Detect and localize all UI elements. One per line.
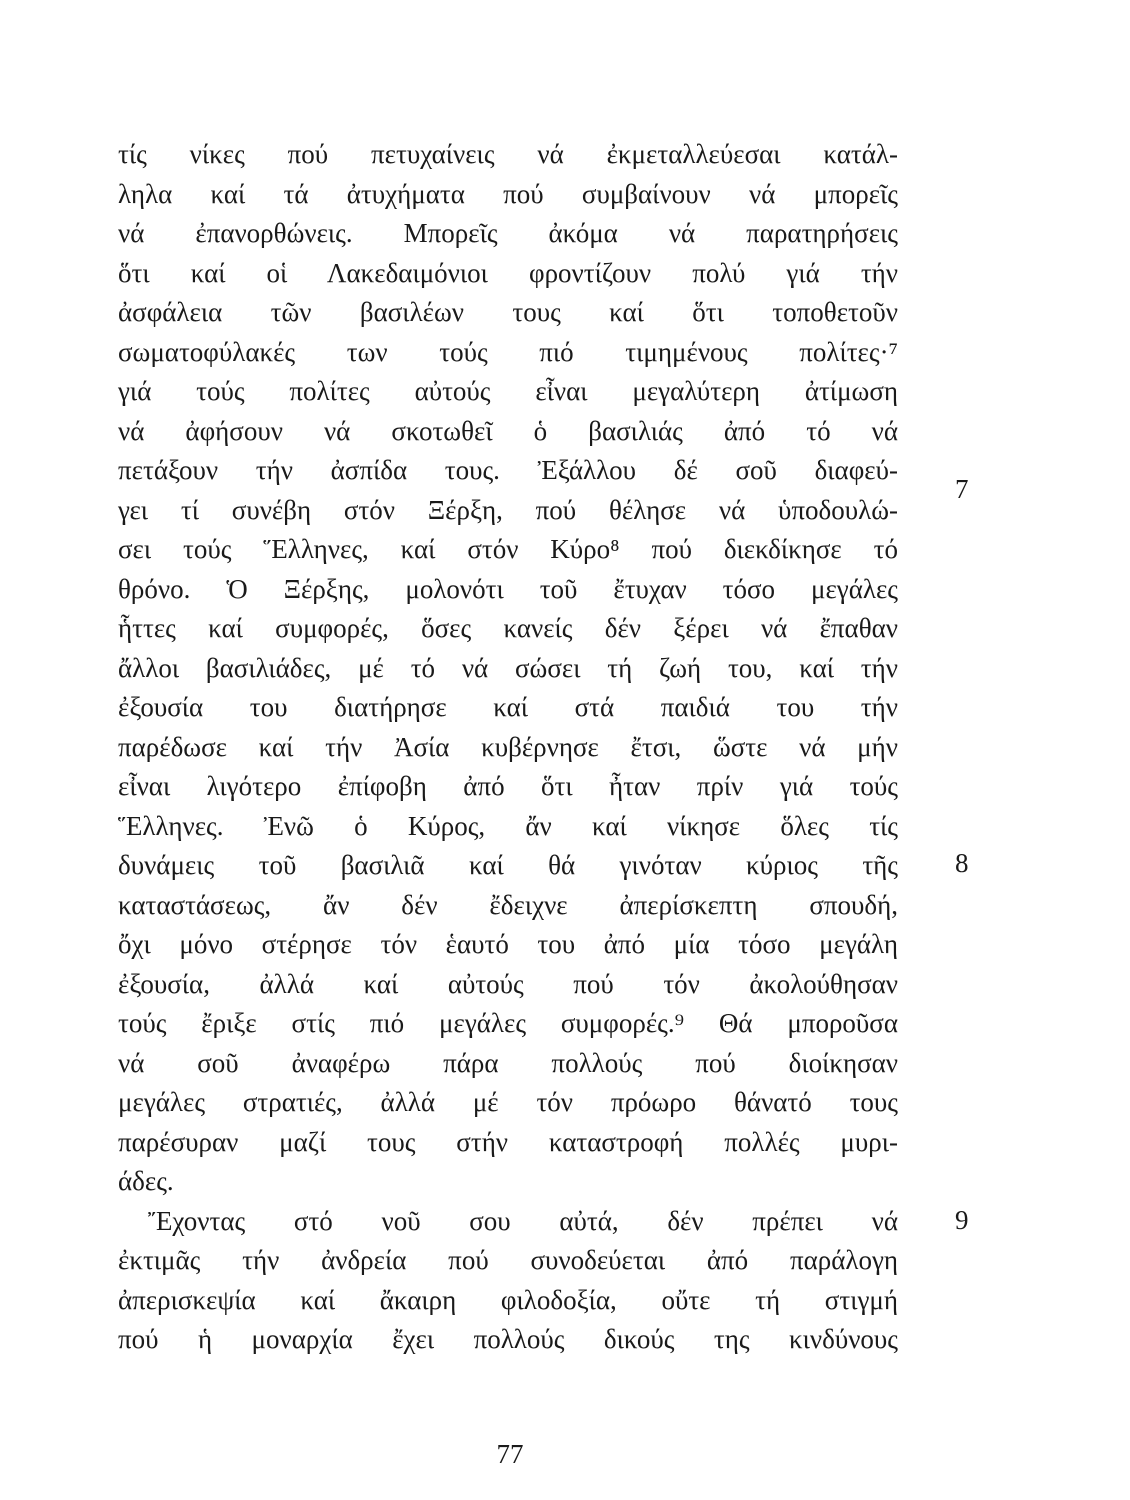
text-line: καταστάσεως, ἄν δέν ἔδειχνε ἀπερίσκεπτη σπουδή,: [118, 889, 898, 920]
text-line: θρόνο. Ὁ Ξέρξης, μολονότι τοῦ ἔτυχαν τόσο μεγάλες: [118, 573, 898, 604]
text-line: ληλα καί τά ἀτυχήματα πού συμβαίνουν νά μπορεῖς: [118, 178, 898, 209]
text-line: πετάξουν τήν ἀσπίδα τους. Ἐξάλλου δέ σοῦ διαφεύ-: [118, 455, 898, 485]
text-line: παρέσυραν μαζί τους στήν καταστροφή πολλές μυρι-: [118, 1126, 898, 1157]
margin-section-number: 8: [955, 848, 969, 878]
margin-section-number: 9: [955, 1205, 969, 1235]
text-line: ἀσφάλεια τῶν βασιλέων τους καί ὅτι τοποθετοῦν: [118, 297, 898, 327]
text-line: νά ἐπανορθώνεις. Μπορεῖς ἀκόμα νά παρατηρήσεις: [118, 218, 898, 248]
text-line: Ἕλληνες. Ἐνῶ ὁ Κύρος, ἄν καί νίκησε ὅλες τίς: [118, 810, 898, 841]
text-line: ἀπερισκεψία καί ἄκαιρη φιλοδοξία, οὔτε τή στιγμή: [118, 1284, 898, 1315]
text-line: σωματοφύλακές των τούς πιό τιμημένους πολίτες·⁷: [118, 336, 898, 367]
text-line: ἐκτιμᾶς τήν ἀνδρεία πού συνοδεύεται ἀπό παράλογη: [118, 1245, 898, 1275]
text-line: ἐξουσία, ἀλλά καί αὐτούς πού τόν ἀκολούθησαν: [118, 968, 898, 999]
text-line: εἶναι λιγότερο ἐπίφοβη ἀπό ὅτι ἦταν πρίν γιά τούς: [118, 771, 898, 801]
text-line: τίς νίκες πού πετυχαίνεις νά ἐκμεταλλεύεσαι κατάλ-: [118, 139, 898, 169]
text-line: ἐξουσία του διατήρησε καί στά παιδιά του τήν: [118, 692, 898, 722]
text-line: ὅτι καί οἱ Λακεδαιμόνιοι φροντίζουν πολύ γιά τήν: [118, 257, 898, 288]
text-line: πού ἡ μοναρχία ἔχει πολλούς δικούς της κινδύνους: [118, 1324, 898, 1354]
text-line: νά ἀφήσουν νά σκοτωθεῖ ὁ βασιλιάς ἀπό τό νά: [118, 415, 898, 446]
text-line: γιά τούς πολίτες αὐτούς εἶναι μεγαλύτερη ἀτίμωση: [118, 376, 898, 406]
page-number: 77: [496, 1439, 524, 1469]
text-line: τούς ἔριξε στίς πιό μεγάλες συμφορές.⁹ Θά μποροῦσα: [118, 1008, 898, 1038]
text-line: ἧττες καί συμφορές, ὅσες κανείς δέν ξέρει νά ἔπαθαν: [118, 613, 898, 643]
text-line: παρέδωσε καί τήν Ἀσία κυβέρνησε ἔτσι, ὥστε νά μήν: [118, 731, 898, 762]
text-line: άδες.: [118, 1166, 174, 1196]
margin-section-number: 7: [955, 474, 969, 504]
text-line: μεγάλες στρατιές, ἀλλά μέ τόν πρόωρο θάνατό τους: [118, 1087, 898, 1117]
text-line: δυνάμεις τοῦ βασιλιᾶ καί θά γινόταν κύριος τῆς: [118, 850, 898, 880]
text-line: Ἔχοντας στό νοῦ σου αὐτά, δέν πρέπει νά: [148, 1205, 898, 1236]
text-line: ὄχι μόνο στέρησε τόν ἑαυτό του ἀπό μία τόσο μεγάλη: [118, 929, 898, 959]
text-line: ἄλλοι βασιλιάδες, μέ τό νά σώσει τή ζωή του, καί τήν: [118, 652, 898, 683]
text-line: γει τί συνέβη στόν Ξέρξη, πού θέλησε νά ὑποδουλώ-: [118, 494, 898, 525]
text-line: νά σοῦ ἀναφέρω πάρα πολλούς πού διοίκησαν: [118, 1047, 898, 1078]
text-line: σει τούς Ἕλληνες, καί στόν Κύρο⁸ πού διεκδίκησε τό: [118, 534, 898, 564]
